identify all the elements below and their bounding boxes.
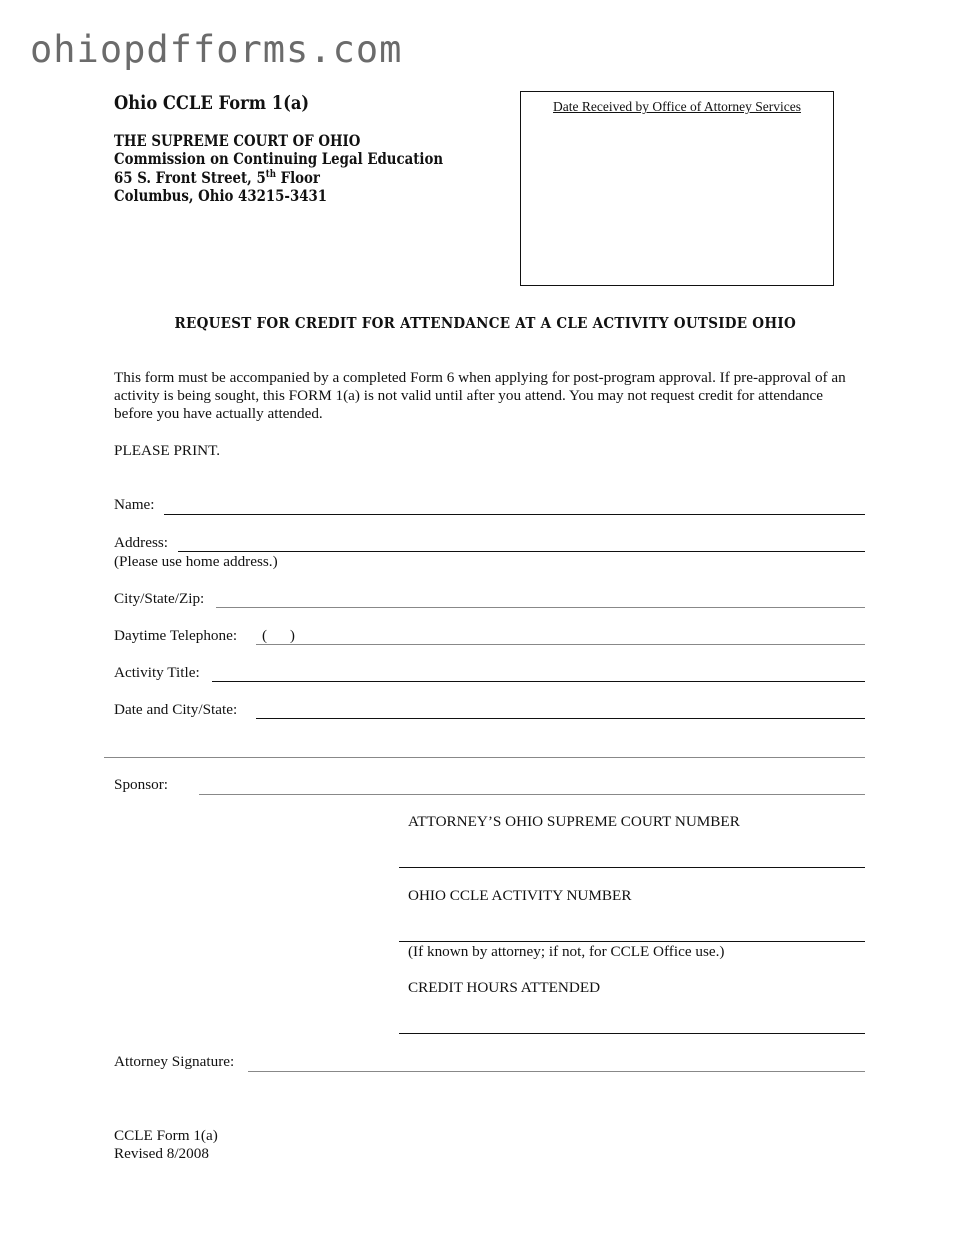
footer [114, 1127, 218, 1164]
signature-label: Attorney Signature: [114, 1053, 235, 1070]
activity-number-field[interactable] [399, 941, 865, 942]
phone-field[interactable] [256, 644, 865, 645]
footer-form-id: CCLE Form 1(a) [114, 1127, 218, 1144]
watermark: ohiopdfforms.com [30, 28, 403, 71]
date-city-field[interactable] [256, 718, 865, 719]
activity-number-note: (If known by attorney; if not, for CCLE Office use.) [408, 943, 725, 960]
name-field[interactable] [164, 514, 865, 515]
address-field[interactable] [178, 551, 865, 552]
name-label: Name: [114, 496, 155, 513]
city-state-zip-field[interactable] [216, 607, 865, 608]
street-address: 65 S. Front Street, 5th Floor [114, 167, 320, 187]
intro-paragraph: This form must be accompanied by a completed Form 6 when applying for post-program approval. If pre-approval of an activity is being sought, this FORM 1(a) is not valid until after you attend. You may not request credit for attendance before you have actually attended. [114, 369, 846, 423]
phone-label: Daytime Telephone: [114, 627, 238, 644]
activity-title-label: Activity Title: [114, 664, 200, 681]
address-label: Address: [114, 534, 168, 551]
court-address-block [114, 132, 443, 206]
sponsor-field[interactable] [199, 794, 865, 795]
activity-number-label: OHIO CCLE ACTIVITY NUMBER [408, 887, 632, 904]
credit-hours-label: CREDIT HOURS ATTENDED [408, 979, 601, 996]
sponsor-label: Sponsor: [114, 776, 169, 793]
city-state-zip-label: City/State/Zip: [114, 590, 205, 607]
signature-field[interactable] [248, 1071, 865, 1072]
date-received-label: Date Received by Office of Attorney Services [553, 99, 801, 114]
form-heading: REQUEST FOR CREDIT FOR ATTENDANCE AT A CLE ACTIVITY OUTSIDE OHIO [174, 314, 797, 332]
commission-name: Commission on Continuing Legal Education [114, 149, 444, 169]
date-received-box [520, 91, 834, 286]
court-number-field[interactable] [399, 867, 865, 868]
please-print-note: PLEASE PRINT. [114, 442, 221, 459]
section-divider [104, 757, 865, 758]
credit-hours-field[interactable] [399, 1033, 865, 1034]
activity-title-field[interactable] [212, 681, 865, 682]
court-name: THE SUPREME COURT OF OHIO [114, 131, 361, 150]
city-address: Columbus, Ohio 43215-3431 [114, 186, 328, 206]
court-number-label: ATTORNEY’S OHIO SUPREME COURT NUMBER [408, 813, 740, 830]
footer-revised: Revised 8/2008 [114, 1145, 209, 1163]
address-note: (Please use home address.) [114, 553, 278, 570]
date-city-label: Date and City/State: [114, 701, 238, 718]
form-title: Ohio CCLE Form 1(a) [114, 92, 310, 114]
phone-area-code-parens: ( ) [262, 627, 295, 644]
